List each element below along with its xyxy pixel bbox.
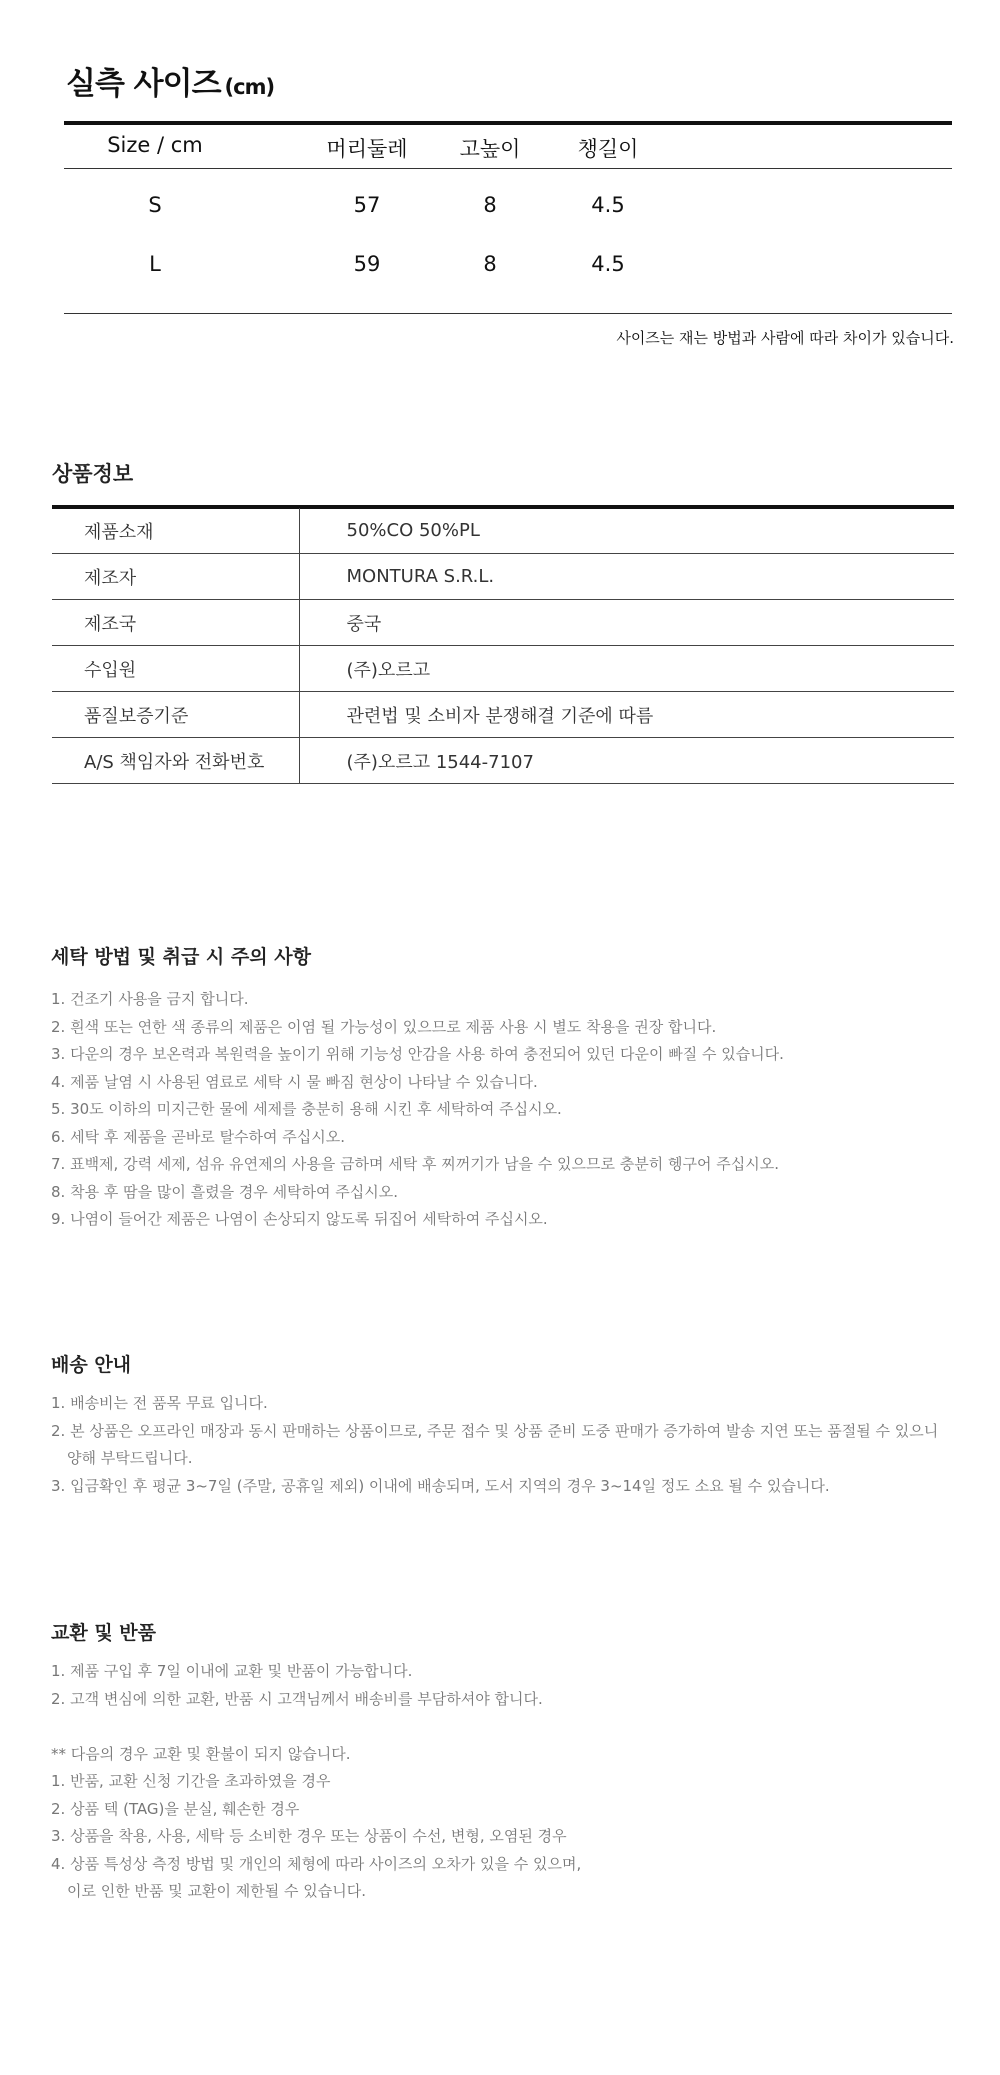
- info-label-as-contact: A/S 책임자와 전화번호: [52, 738, 299, 784]
- returns-list: [51, 1658, 581, 1906]
- info-value-material: 50%CO 50%PL: [299, 508, 954, 554]
- list-item: 6. 세탁 후 제품을 곧바로 탈수하여 주십시오.: [51, 1127, 346, 1146]
- list-item: 9. 나염이 들어간 제품은 나염이 손상되지 않도록 뒤집어 세탁하여 주십시오.: [51, 1210, 548, 1228]
- list-item: [51, 1713, 581, 1741]
- returns-title: 교환 및 반품: [51, 1622, 156, 1644]
- list-item: 4. 제품 날염 시 사용된 염료로 세탁 시 물 빠짐 현상이 나타날 수 있습니다.: [51, 1072, 538, 1091]
- product-info-table: [52, 508, 954, 784]
- info-value-country: 중국: [299, 600, 954, 646]
- size-header-height: 고높이: [459, 137, 521, 161]
- shipping-title: 배송 안내: [51, 1354, 132, 1376]
- info-value-importer: (주)오르고: [299, 646, 954, 692]
- table-row: [52, 554, 954, 600]
- list-item: 4. 상품 특성상 측정 방법 및 개인의 체형에 따라 사이즈의 오차가 있을 수 있으며,: [51, 1854, 582, 1873]
- size-cell-s-brim: 4.5: [591, 193, 625, 217]
- size-cell-s-size: S: [148, 193, 162, 217]
- table-row: [52, 508, 954, 554]
- info-label-warranty: 품질보증기준: [52, 692, 299, 738]
- size-cell-l-head: 59: [353, 252, 381, 276]
- table-row: [52, 600, 954, 646]
- size-table-bottom-border: [64, 313, 952, 314]
- size-header-divider: [64, 168, 952, 169]
- size-cell-s-head: 57: [353, 193, 381, 217]
- table-row: [52, 646, 954, 692]
- shipping-list: [51, 1390, 938, 1500]
- table-row: [52, 692, 954, 738]
- list-item: 5. 30도 이하의 미지근한 물에 세제를 충분히 용해 시킨 후 세탁하여 주십시오.: [51, 1100, 562, 1118]
- size-header-head: 머리둘레: [326, 137, 408, 161]
- size-table-top-border: [64, 121, 952, 125]
- list-item: 1. 반품, 교환 신청 기간을 초과하였을 경우: [51, 1772, 331, 1790]
- size-cell-l-height: 8: [483, 252, 497, 276]
- info-value-as-contact: (주)오르고 1544-7107: [299, 738, 954, 784]
- info-value-manufacturer: MONTURA S.R.L.: [299, 554, 954, 600]
- list-item: 2. 흰색 또는 연한 색 종류의 제품은 이염 될 가능성이 있으므로 제품 사용 시 별도 착용을 권장 합니다.: [51, 1017, 717, 1036]
- washing-title: 세탁 방법 및 취급 시 주의 사항: [51, 946, 311, 968]
- list-item: 1. 건조기 사용을 금지 합니다.: [51, 990, 249, 1008]
- size-header-size: Size / cm: [107, 133, 203, 157]
- list-item: 8. 착용 후 땀을 많이 흘렸을 경우 세탁하여 주십시오.: [51, 1182, 399, 1201]
- size-title-text: 실측 사이즈: [66, 66, 221, 102]
- list-item: 3. 입금확인 후 평균 3~7일 (주말, 공휴일 제외) 이내에 배송되며, 도서 지역의 경우 3~14일 정도 소요 될 수 있습니다.: [51, 1476, 830, 1495]
- list-item: 3. 상품을 착용, 사용, 세탁 등 소비한 경우 또는 상품이 수선, 변형, 오염된 경우: [51, 1827, 567, 1845]
- size-cell-s-height: 8: [483, 193, 497, 217]
- info-label-country: 제조국: [52, 600, 299, 646]
- size-section-title: [66, 58, 274, 103]
- table-row: [52, 738, 954, 784]
- size-header-brim: 챙길이: [577, 137, 639, 161]
- list-item: 2. 본 상품은 오프라인 매장과 동시 판매하는 상품이므로, 주문 접수 및 상품 준비 도중 판매가 증가하여 발송 지연 또는 품절될 수 있으니: [51, 1421, 939, 1440]
- info-label-material: 제품소재: [52, 508, 299, 554]
- size-note: 사이즈는 재는 방법과 사람에 따라 차이가 있습니다.: [616, 329, 954, 347]
- info-label-manufacturer: 제조자: [52, 554, 299, 600]
- list-item: 3. 다운의 경우 보온력과 복원력을 높이기 위해 기능성 안감을 사용 하여 충전되어 있던 다운이 빠질 수 있습니다.: [51, 1045, 784, 1063]
- info-label-importer: 수입원: [52, 646, 299, 692]
- washing-list: [51, 986, 784, 1234]
- product-info-title: 상품정보: [52, 462, 134, 486]
- list-item: 2. 상품 텍 (TAG)을 분실, 훼손한 경우: [51, 1799, 300, 1818]
- list-item: 양해 부탁드립니다.: [67, 1449, 193, 1467]
- size-unit: (cm): [224, 75, 275, 99]
- list-item: 7. 표백제, 강력 세제, 섬유 유연제의 사용을 금하며 세탁 후 찌꺼기가 남을 수 있으므로 충분히 헹구어 주십시오.: [51, 1155, 779, 1173]
- list-item: 이로 인한 반품 및 교환이 제한될 수 있습니다.: [67, 1882, 366, 1900]
- list-item: 2. 고객 변심에 의한 교환, 반품 시 고객님께서 배송비를 부담하셔야 합니다.: [51, 1689, 543, 1708]
- list-item: 1. 배송비는 전 품목 무료 입니다.: [51, 1394, 268, 1412]
- list-item: 1. 제품 구입 후 7일 이내에 교환 및 반품이 가능합니다.: [51, 1662, 413, 1680]
- info-value-warranty: 관련법 및 소비자 분쟁해결 기준에 따름: [299, 692, 954, 738]
- returns-exceptions-title: ** 다음의 경우 교환 및 환불이 되지 않습니다.: [51, 1744, 351, 1763]
- size-cell-l-size: L: [149, 252, 161, 276]
- size-cell-l-brim: 4.5: [591, 252, 625, 276]
